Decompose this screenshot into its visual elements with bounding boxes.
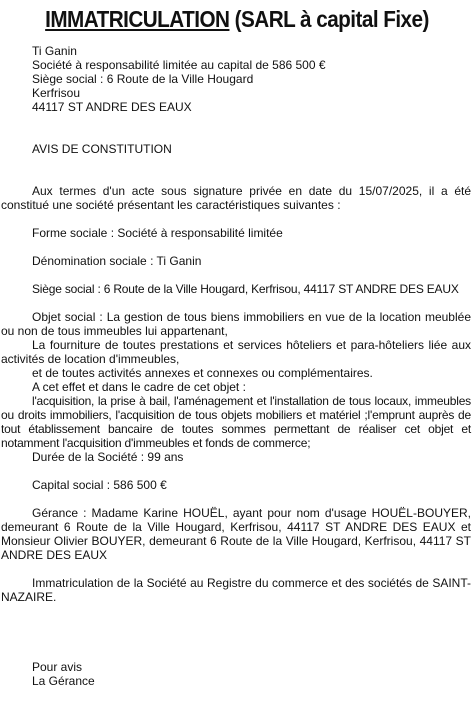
notice-heading xyxy=(25,0,450,34)
company-locality: Kerfrisou xyxy=(32,86,81,100)
heading-main: IMMATRICULATION xyxy=(45,6,230,32)
duration-field: Durée de la Société : 99 ans xyxy=(32,450,184,464)
heading-sub: (SARL à capital Fixe) xyxy=(234,6,429,32)
capital-field: Capital social : 586 500 € xyxy=(32,478,167,492)
company-header xyxy=(32,44,473,114)
company-postcode-city: 44117 ST ANDRE DES EAUX xyxy=(32,100,192,114)
company-legal-form: Société à responsabilité limitée au capital de 586 500 € xyxy=(32,58,326,72)
closing-line-1: Pour avis xyxy=(32,660,83,674)
purpose-line-3: et de toutes activités annexes et connexes ou complémentaires. xyxy=(32,366,373,380)
company-seat: Siège social : 6 Route de la Ville Hougard xyxy=(32,72,254,86)
purpose-line-2: La fourniture de toutes prestations et services hôteliers et para-hôteliers liée aux activités de location d'immeubles, xyxy=(1,338,471,366)
company-name: Ti Ganin xyxy=(32,44,77,58)
purpose-line-5: l'acquisition, la prise à bail, l'aménagement et l'installation de tous locaux, immeubles ou droits immobiliers, l'acquisition de tous objets mobiliers et matériel ;l'emprunt auprès de tout établissement bancaire de toutes sommes permettant de réaliser cet objet et notamment l'acquisition d'immeubles et fonds de commerce; xyxy=(1,394,471,450)
registration-paragraph: Immatriculation de la Société au Registre du commerce et des sociétés de SAINT-NAZAIRE. xyxy=(1,576,471,604)
management-paragraph: Gérance : Madame Karine HOUËL, ayant pour nom d'usage HOUËL-BOUYER, demeurant 6 Route de la Ville Hougard, Kerfrisou, 44117 ST ANDRE DES EAUX et Monsieur Olivier BOUYER, demeurant 6 Route de la Ville Hougard, Kerfrisou, 44117 ST ANDRE DES EAUX xyxy=(1,506,471,562)
registered-office-field: Siège social : 6 Route de la Ville Hougard, Kerfrisou, 44117 ST ANDRE DES EAUX xyxy=(32,282,459,296)
notice-type: AVIS DE CONSTITUTION xyxy=(32,142,172,156)
intro-paragraph: Aux termes d'un acte sous signature privée en date du 15/07/2025, il a été constitué une société présentant les caractéristiques suivantes : xyxy=(1,184,471,212)
closing-line-2: La Gérance xyxy=(32,674,95,688)
company-name-field: Dénomination sociale : Ti Ganin xyxy=(32,254,202,268)
purpose-line-4: A cet effet et dans le cadre de cet objet : xyxy=(32,380,246,394)
legal-form-field: Forme sociale : Société à responsabilité limitée xyxy=(32,226,283,240)
purpose-line-1: Objet social : La gestion de tous biens immobiliers en vue de la location meublée ou non de tous immeubles lui appartenant, xyxy=(1,310,471,338)
